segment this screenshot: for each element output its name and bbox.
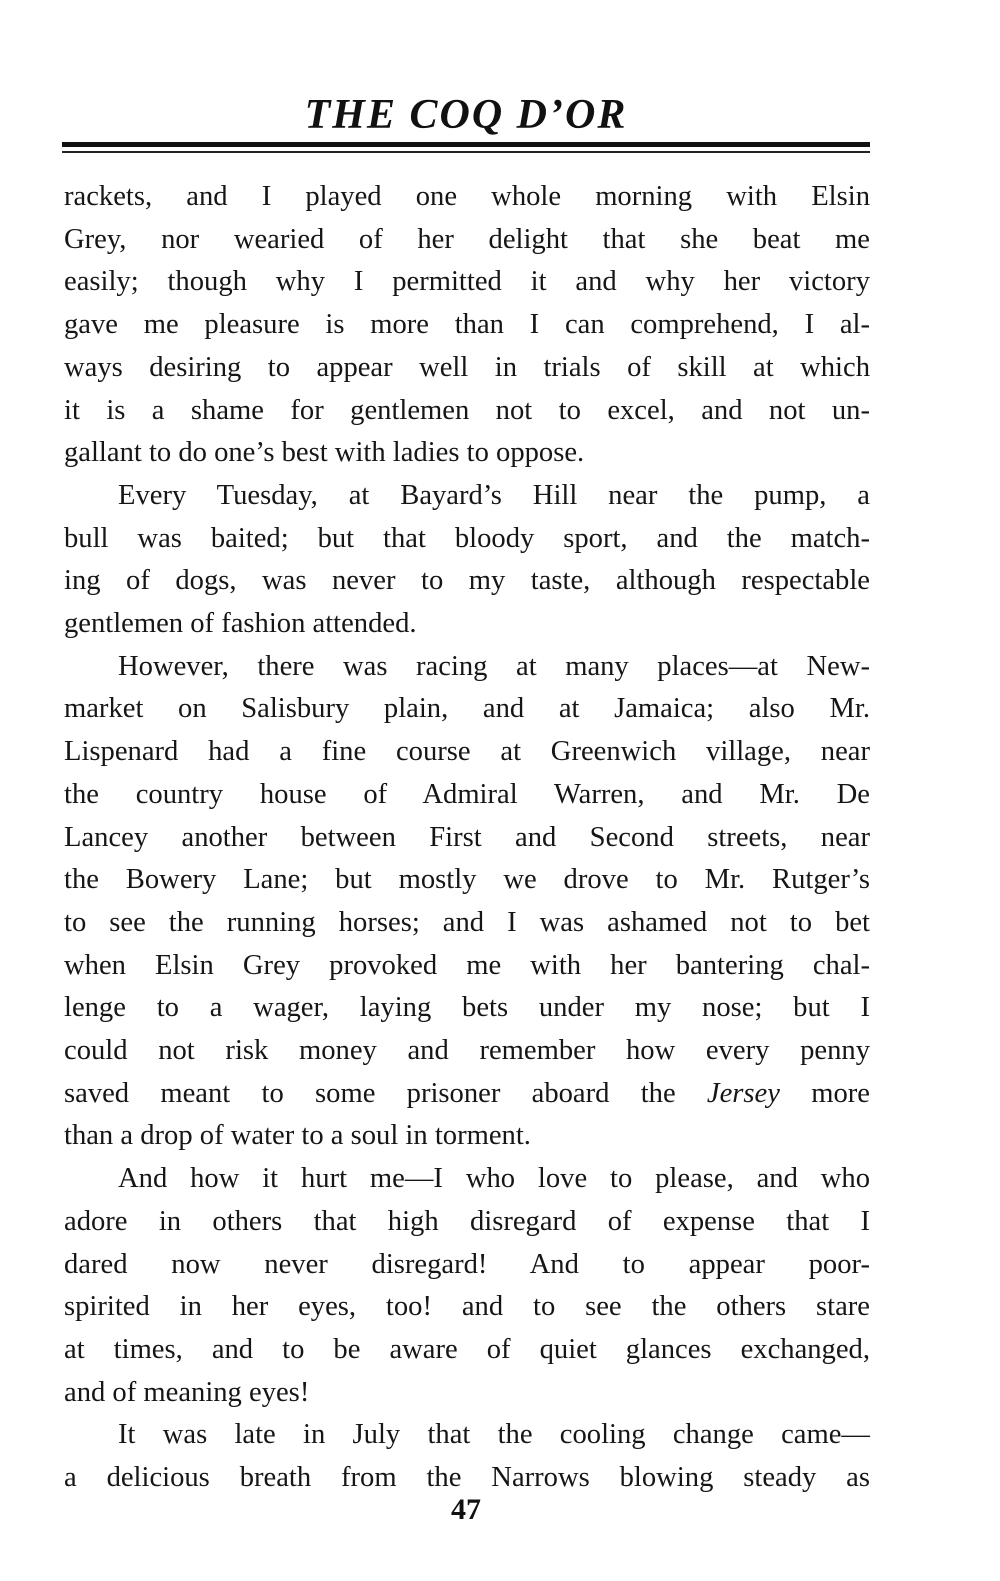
page-number: 47 (451, 1493, 481, 1526)
text-line: rackets, and I played one whole morning with Elsin (64, 181, 870, 212)
text-line: ways desiring to appear well in trials of skill at which (64, 351, 870, 383)
text-line: market on Salisbury plain, and at Jamaica; also Mr. (64, 693, 870, 725)
paragraph-start-line: It was late in July that the cooling change came— (118, 1419, 870, 1451)
paragraph-start-line: However, there was racing at many places—at New- (118, 650, 870, 682)
text-line: when Elsin Grey provoked me with her bantering chal- (64, 949, 870, 981)
text-line: gentlemen of fashion attended. (64, 608, 417, 640)
text-line: dared now never disregard! And to appear poor- (64, 1248, 870, 1280)
text-line: gave me pleasure is more than I can comprehend, I al- (64, 309, 870, 341)
text-line: a delicious breath from the Narrows blowing steady as (64, 1462, 870, 1494)
text-line: bull was baited; but that bloody sport, and the match- (64, 522, 870, 554)
text-line: than a drop of water to a soul in torment. (64, 1120, 531, 1152)
paragraph-start-line: And how it hurt me—I who love to please, and who (118, 1163, 870, 1195)
text-line: to see the running horses; and I was ashamed not to bet (64, 906, 870, 938)
text-line: gallant to do one’s best with ladies to oppose. (64, 437, 585, 469)
text-line: adore in others that high disregard of expense that I (64, 1205, 870, 1237)
text-line: easily; though why I permitted it and why her victory (64, 266, 870, 298)
ship-name-italic: Jersey (706, 1077, 780, 1109)
text-line: spirited in her eyes, too! and to see the others stare (64, 1291, 870, 1323)
line-part: saved meant to some prisoner aboard the (64, 1077, 676, 1109)
header-rule-thick (62, 142, 870, 147)
header-rule-thin (62, 151, 870, 153)
text-line-with-ship-name (64, 1073, 870, 1116)
text-line: Lispenard had a fine course at Greenwich village, near (64, 736, 870, 768)
text-line: lenge to a wager, laying bets under my nose; but I (64, 992, 870, 1024)
text-line: at times, and to be aware of quiet glances exchanged, (64, 1333, 870, 1365)
running-head: THE COQ D’OR (304, 92, 628, 138)
text-line: the country house of Admiral Warren, and Mr. De (64, 778, 870, 810)
text-line: the Bowery Lane; but mostly we drove to Mr. Rutger’s (64, 864, 870, 896)
text-line: Lancey another between First and Second streets, near (64, 821, 870, 853)
text-line: could not risk money and remember how every penny (64, 1035, 870, 1067)
text-line: ing of dogs, was never to my taste, although respectable (64, 565, 870, 597)
text-line: Grey, nor wearied of her delight that she beat me (64, 223, 870, 255)
line-part: more (811, 1077, 870, 1109)
text-line: it is a shame for gentlemen not to excel, and not un- (64, 394, 870, 426)
body-text (64, 176, 870, 1500)
paragraph-start-line: Every Tuesday, at Bayard’s Hill near the pump, a (118, 479, 870, 511)
text-line: and of meaning eyes! (64, 1376, 310, 1408)
